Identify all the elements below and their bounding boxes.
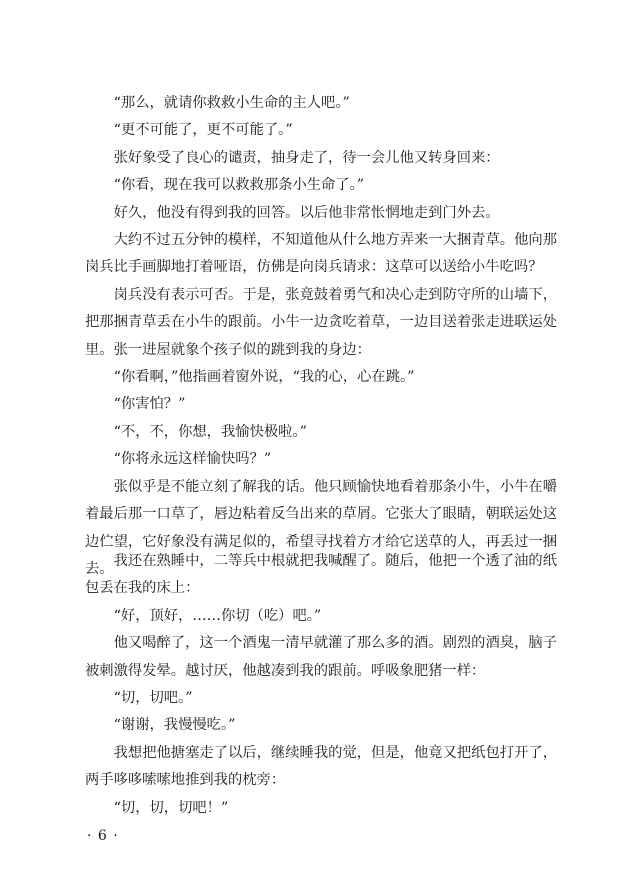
paragraph: “切，切，切吧！”: [113, 799, 229, 816]
paragraph: “那么，就请你救救小生命的主人吧。”: [113, 95, 350, 111]
paragraph: “谢谢，我慢慢吃。”: [113, 717, 236, 734]
paragraph: “切，切吧。”: [113, 690, 193, 707]
paragraph: 我还在熟睡中，二等兵中根就把我喊醒了。随后，他把一个透了油的纸包丢在我的床上：: [85, 553, 557, 597]
paragraph: “你害怕？”: [113, 396, 186, 413]
paragraph: “你将永远这样愉快吗？”: [113, 451, 272, 468]
paragraph: 好久，他没有得到我的回答。以后他非常怅惘地走到门外去。: [113, 204, 500, 221]
text-section-one: [85, 90, 557, 583]
page-number: · 6 ·: [87, 828, 119, 844]
paragraph: “你看，现在我可以救救那条小生命了。”: [113, 177, 365, 194]
paragraph: 张好象受了良心的谴责，抽身走了，待一会儿他又转身回来：: [113, 149, 500, 166]
paragraph: 张似乎是不能立刻了解我的话。他只顾愉快地看着那条小牛，小牛在嚼着最后那一口草了，唇边粘着反刍出来的草屑。它张大了眼睛，朝联运处这边伫望，它好象没有满足似的，希望寻找着方才给它送草的人，再丢过一捆去。: [85, 478, 557, 577]
paragraph: 他又喝醉了，这一个酒鬼一清早就灌了那么多的酒。剧烈的酒臭，脑子被刺激得发晕。越讨厌，他越凑到我的跟前。呼吸象肥猪一样：: [85, 635, 557, 679]
paragraph: 岗兵没有表示可否。于是，张竟鼓着勇气和决心走到防守所的山墙下，把那捆青草丢在小牛的跟前。小牛一边贪吃着草，一边目送着张走进联运处里。张一进屋就象个孩子似的跳到我的身边：: [85, 286, 557, 358]
text-section-two: [85, 548, 557, 822]
paragraph: 大约不过五分钟的模样，不知道他从什么地方弄来一大捆青草。他向那岗兵比手画脚地打着哑语，仿佛是向岗兵请求：这草可以送给小牛吃吗？: [85, 232, 557, 276]
paragraph: “不，不，你想，我愉快极啦。”: [113, 423, 307, 440]
paragraph: “更不可能了，更不可能了。”: [113, 122, 293, 139]
paragraph: 我想把他搪塞走了以后，继续睡我的觉，但是，他竟又把纸包打开了，两手哆哆嗦嗦地推到我的枕旁：: [85, 744, 557, 789]
paragraph: “你看啊，”他指画着窗外说，“我的心，心在跳。”: [113, 369, 415, 386]
paragraph: “好，顶好，……你切（吃）吧。”: [113, 607, 322, 624]
